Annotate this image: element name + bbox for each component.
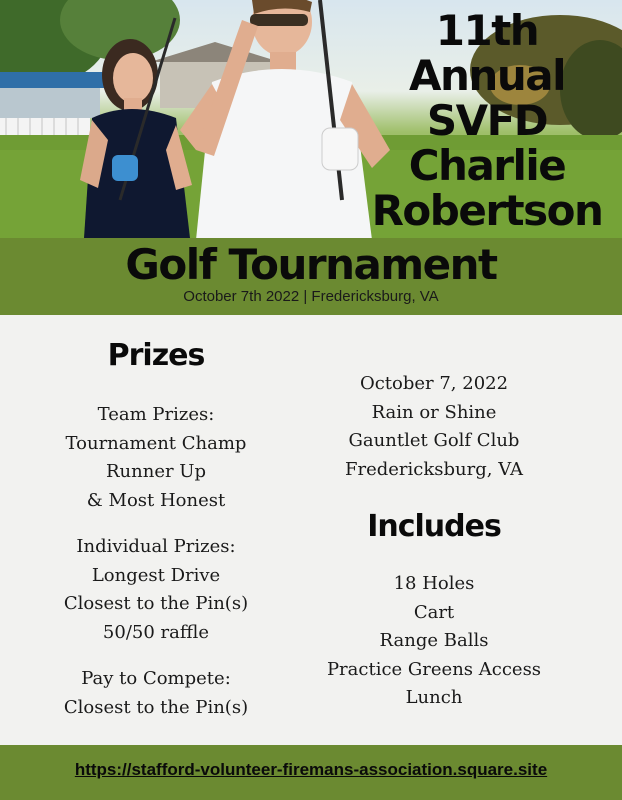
prize-item: Longest Drive [91, 564, 221, 586]
prize-item: & Most Honest [86, 489, 226, 511]
includes-item: Cart [413, 601, 455, 623]
event-title-line: SVFD [426, 96, 548, 145]
prize-item: Closest to the Pin(s) [63, 696, 249, 718]
event-title-line: Charlie [408, 141, 566, 190]
registration-link[interactable]: https://stafford-volunteer-firemans-association.square.site [74, 760, 548, 779]
footer-band [0, 745, 622, 800]
prize-item: Closest to the Pin(s) [63, 593, 249, 614]
event-title [368, 8, 606, 233]
prize-item: Tournament Champ [65, 432, 247, 454]
prize-item: Runner Up [105, 461, 206, 482]
event-weather-note: Rain or Shine [371, 401, 497, 423]
event-title-line: Annual [409, 51, 565, 100]
includes-item: Lunch [405, 687, 463, 708]
individual-prizes-label: Individual Prizes: [76, 536, 236, 557]
event-details [306, 370, 562, 484]
event-city: Fredericksburg, VA [345, 458, 523, 480]
event-date: October 7, 2022 [359, 373, 509, 394]
hero-photo [0, 0, 622, 240]
includes-list [306, 570, 562, 713]
tournament-title: Golf Tournament [125, 240, 497, 289]
includes-item: 18 Holes [393, 573, 475, 594]
event-title-line: Robertson [371, 186, 603, 235]
tournament-date-location: October 7th 2022 | Fredericksburg, VA [183, 288, 439, 305]
event-title-line: 11th [435, 6, 539, 55]
prize-item: 50/50 raffle [102, 621, 210, 643]
includes-heading: Includes [367, 509, 501, 544]
prizes-list [26, 401, 286, 722]
title-band [0, 238, 622, 315]
includes-item: Range Balls [379, 630, 489, 651]
event-venue: Gauntlet Golf Club [348, 430, 520, 451]
includes-item: Practice Greens Access [326, 658, 542, 680]
pay-to-compete-label: Pay to Compete: [81, 668, 231, 689]
prizes-heading: Prizes [107, 338, 205, 373]
team-prizes-label: Team Prizes: [97, 404, 215, 425]
